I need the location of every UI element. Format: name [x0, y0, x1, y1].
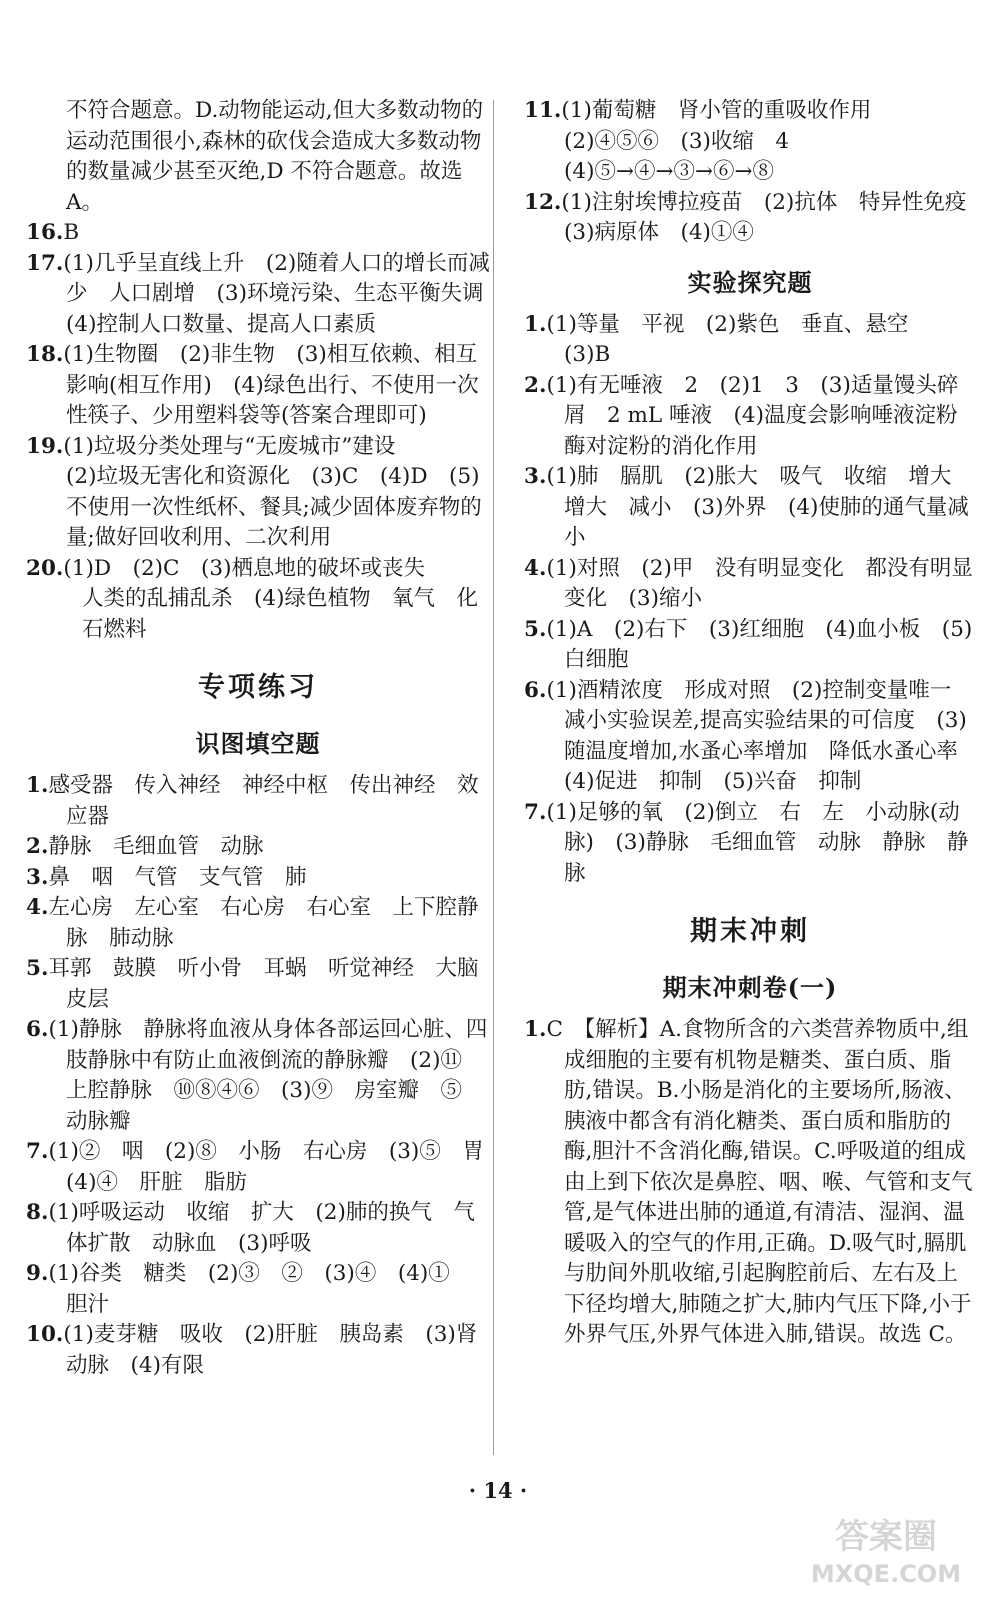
item-number: 4. [26, 895, 49, 920]
continued-answer-text: 不符合题意。D.动物能运动,但大多数动物的运动范围很小,森林的砍伐会造成大多数动物的数量减少甚至灭绝,D 不符合题意。故选 A。 [66, 98, 484, 215]
item-number: 2. [26, 834, 49, 859]
list-item [524, 615, 976, 676]
answer-item-12 [524, 188, 988, 249]
subsection-title: 识图填空题 [195, 729, 321, 758]
item-text: 左心房 左心室 右心房 右心室 上下腔静脉 肺动脉 [48, 895, 479, 951]
list-item [524, 798, 976, 890]
list-item [26, 1015, 490, 1137]
answer-item-18 [26, 340, 490, 432]
item-text: (1)等量 平视 (2)紫色 垂直、悬空 (3)B [546, 311, 930, 367]
list-item [524, 371, 976, 463]
item-number: 9. [26, 1261, 49, 1286]
item-number: 5. [524, 616, 547, 642]
item-number: 4. [524, 555, 547, 581]
item-number: 7. [26, 1139, 49, 1164]
answer-item-17 [26, 249, 505, 341]
answer-item-19-continued: (2)垃圾无害化和资源化 (3)C (4)D (5)不使用一次性纸杯、餐具;减少固体废弃物的量;做好回收利用、二次利用 [66, 464, 482, 550]
answer-item-11 [524, 96, 976, 127]
list-item [26, 1320, 490, 1381]
item-text: C 【解析】A.食物所含的六类营养物质中,组成细胞的主要有机物是糖类、蛋白质、脂肪,错误。B.小肠是消化的主要场所,肠液、胰液中都含有消化糖类、蛋白质和脂肪的酶,胆汁不含消化酶,错误。C.呼吸道的组成由上到下依次是鼻腔、咽、喉、气管和支气管,是气体进出肺的通道,有清洁、湿润、温暖吸入的空气的作用,正确。D.吸气时,膈肌与肋间外肌收缩,引起胸腔前后、左右及上下径均增大,肺随之扩大,肺内气压下降,小于外界气压,外界气体进入肺,错误。故选 C。 [546, 1017, 973, 1347]
item-number: 6. [26, 1017, 49, 1042]
subsection-title: 期末冲刺卷(一) [662, 973, 838, 1002]
answer-item-20 [26, 554, 490, 585]
list-item [524, 554, 976, 615]
item-text: 感受器 传入神经 神经中枢 传出神经 效应器 [48, 773, 479, 829]
subsection-title: 实验探究题 [687, 267, 813, 297]
page-number: · 14 · [468, 1478, 528, 1503]
section-title: 专项练习 [198, 672, 318, 703]
list-item [524, 462, 976, 554]
item-text: (1)注射埃博拉疫苗 (2)抗体 特异性免疫 (3)病原体 (4)①④ [561, 189, 988, 245]
item-text: (1)② 咽 (2)⑧ 小肠 右心房 (3)⑤ 胃 (4)④ 肝脏 脂肪 [48, 1139, 506, 1195]
section-title: 期末冲刺 [690, 916, 810, 947]
item-text: (1)垃圾分类处理与“无废城市”建设 [63, 433, 396, 459]
item-text: (1)对照 (2)甲 没有明显变化 都没有明显变化 (3)缩小 [546, 555, 973, 611]
item-number: 3. [26, 864, 49, 890]
experiment-answers [524, 310, 980, 890]
list-item [26, 893, 490, 954]
list-item [524, 676, 980, 798]
item-number: 2. [524, 372, 547, 398]
item-text: (1)谷类 糖类 (2)③ ② (3)④ (4)① 胆汁 [48, 1261, 472, 1317]
item-number: 1. [524, 1017, 547, 1042]
item-number: 10. [26, 1322, 64, 1347]
item-text: (1)静脉 静脉将血液从身体各部运回心脏、四肢静脉中有防止血液倒流的静脉瓣 (2)⑪ 上腔静脉 ⑩⑧④⑥ (3)⑨ 房室瓣 ⑤ 动脉瓣 [48, 1017, 488, 1134]
watermark-line1: 答案圈 [835, 1517, 937, 1557]
watermark-line2: MXQE.COM [810, 1560, 962, 1588]
item-number: 20. [26, 555, 64, 581]
watermark-logo [796, 1510, 976, 1590]
item-number: 8. [26, 1200, 49, 1225]
list-item [26, 954, 490, 1015]
list-item [26, 1198, 490, 1259]
item-text: 耳郭 鼓膜 听小骨 耳蜗 听觉神经 大脑皮层 [48, 956, 479, 1012]
list-item [26, 832, 490, 863]
item-text: (1)生物圈 (2)非生物 (3)相互依赖、相互影响(相互作用) (4)绿色出行、不使用一次性筷子、少用塑料袋等(答案合理即可) [63, 342, 479, 428]
answer-item-20-continued: 人类的乱捕乱杀 (4)绿色植物 氧气 化石燃料 [82, 586, 478, 642]
list-item [524, 310, 976, 371]
item-text: (1)A (2)右下 (3)红细胞 (4)血小板 (5)白细胞 [546, 616, 973, 672]
analysis-answer [524, 1015, 976, 1351]
item-number: 6. [524, 677, 547, 703]
item-text: (1)葡萄糖 肾小管的重吸收作用 [561, 98, 872, 123]
item-number: 5. [26, 956, 49, 981]
list-item [26, 863, 490, 894]
answer-item-19 [26, 432, 490, 463]
item-text: (1)足够的氧 (2)倒立 右 左 小动脉(动脉) (3)静脉 毛细血管 动脉 静脉 静脉 [546, 799, 969, 886]
item-text: B [63, 220, 80, 245]
figure-fill-answers [26, 771, 506, 1381]
item-number: 19. [26, 433, 64, 459]
answer-item-11-continued: (2)④⑤⑥ (3)收缩 4 (4)⑤→④→③→⑥→⑧ [564, 128, 811, 184]
list-item [26, 771, 490, 832]
item-text: 鼻 咽 气管 支气管 肺 [48, 864, 307, 890]
item-text: (1)呼吸运动 收缩 扩大 (2)肺的换气 气体扩散 动脉血 (3)呼吸 [48, 1200, 475, 1256]
item-number: 18. [26, 342, 64, 367]
item-text: (1)酒精浓度 形成对照 (2)控制变量唯一 减小实验误差,提高实验结果的可信度 (3)随温度增加,水蚤心率增加 降低水蚤心率 (4)促进 抑制 (5)兴奋 抑制 [546, 677, 980, 794]
list-item [26, 1137, 506, 1198]
item-text: (1)肺 膈肌 (2)胀大 吸气 收缩 增大 增大 减小 (3)外界 (4)使肺的通气量减小 [546, 464, 973, 550]
left-column [26, 96, 506, 1381]
item-text: (1)几乎呈直线上升 (2)随着人口的增长而减少 人口剧增 (3)环境污染、生态平衡失调 (4)控制人口数量、提高人口素质 [63, 250, 505, 337]
item-text: (1)有无唾液 2 (2)1 3 (3)适量馒头碎屑 2 mL 唾液 (4)温度会影响唾液淀粉酶对淀粉的消化作用 [546, 372, 959, 459]
list-item [26, 1259, 490, 1320]
item-text: (1)麦芽糖 吸收 (2)肝脏 胰岛素 (3)肾动脉 (4)有限 [63, 1322, 478, 1378]
item-number: 12. [524, 189, 562, 215]
item-number: 7. [524, 799, 547, 825]
item-text: (1)D (2)C (3)栖息地的破坏或丧失 [63, 555, 425, 581]
item-number: 16. [26, 220, 64, 245]
item-number: 11. [524, 98, 562, 123]
item-text: 静脉 毛细血管 动脉 [48, 834, 264, 859]
item-number: 1. [26, 773, 49, 798]
item-number: 17. [26, 250, 64, 276]
item-number: 3. [524, 464, 547, 489]
item-number: 1. [524, 311, 547, 337]
answer-item-16 [26, 218, 490, 249]
right-column [524, 96, 988, 1351]
